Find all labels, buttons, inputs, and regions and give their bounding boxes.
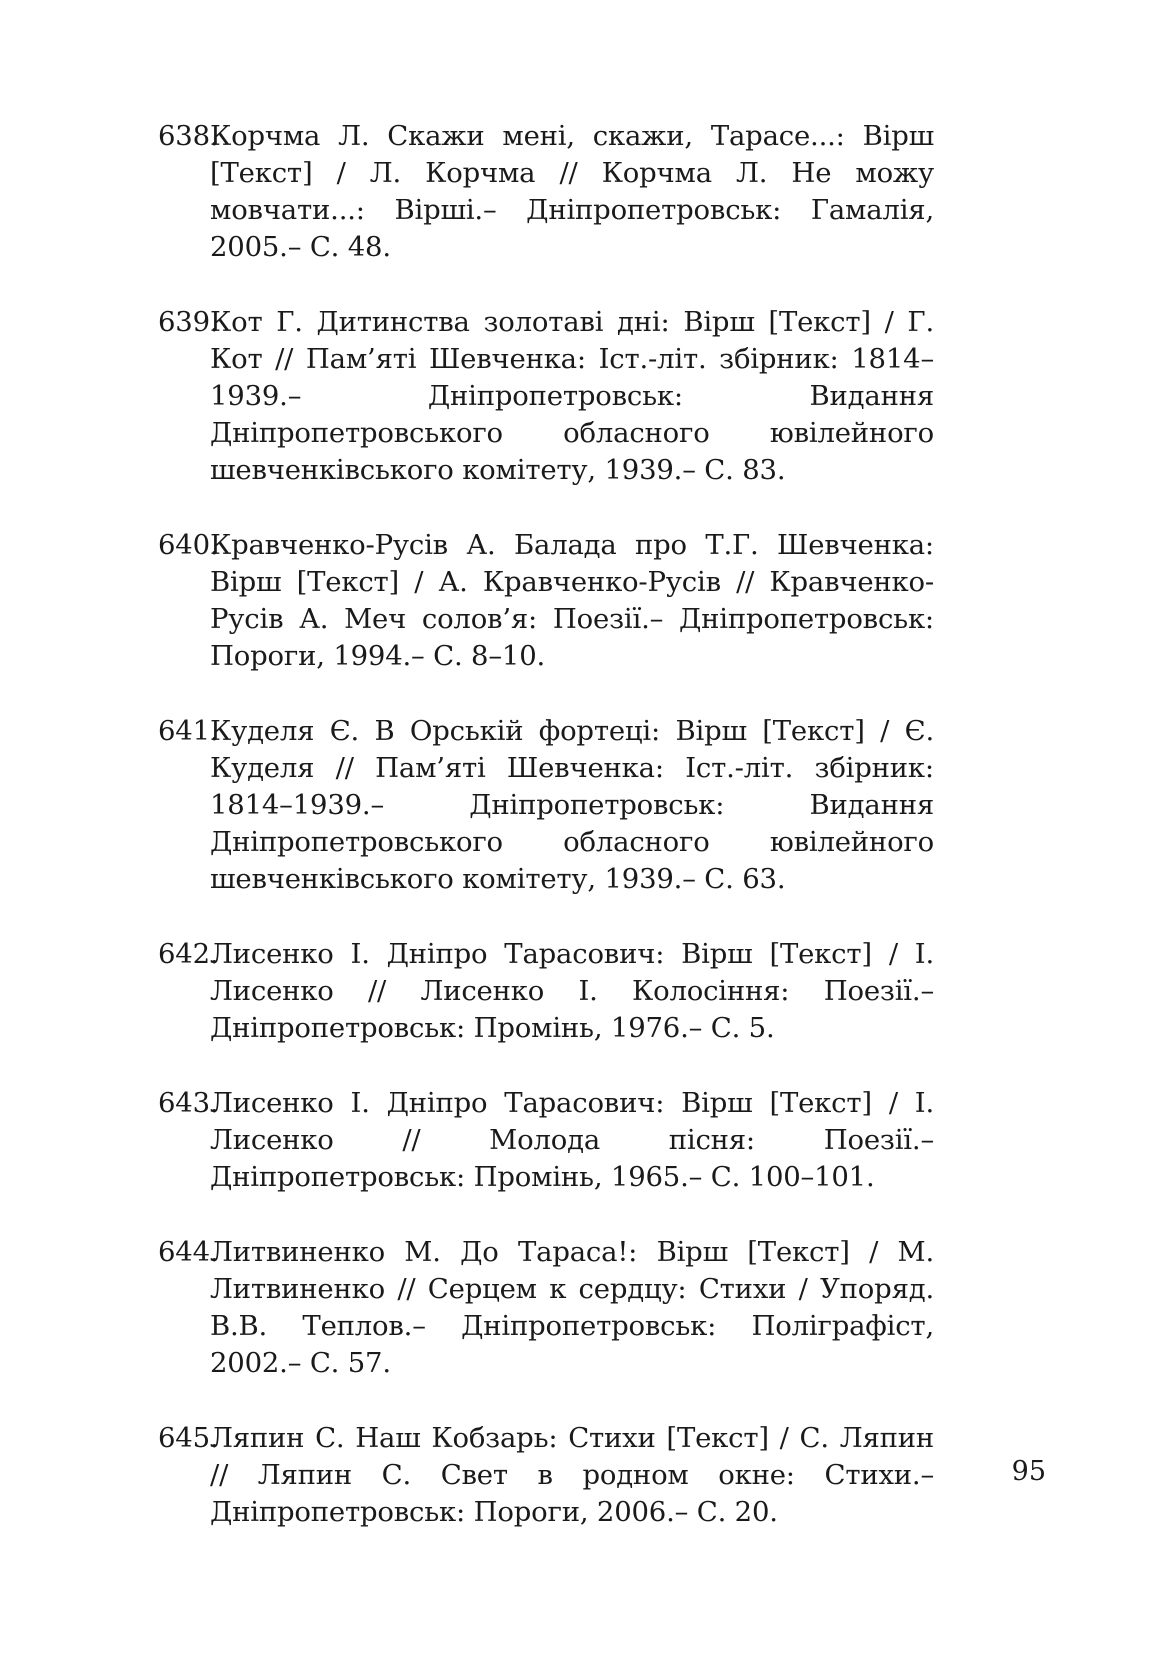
entry-text: Лисенко І. Дніпро Тарасович: Вірш [Текст] / І. Лисенко // Молода пісня: Поезії.– Дніпропетровськ: Промінь, 1965.– С. 100–101. — [210, 1087, 934, 1193]
bibliography-entry — [158, 1420, 934, 1531]
bibliography-entry — [158, 713, 934, 898]
entry-number: 639. — [158, 306, 219, 338]
bibliography-entry — [158, 1085, 934, 1196]
entry-number: 640. — [158, 529, 219, 561]
entry-number: 643. — [158, 1087, 219, 1119]
entry-text: Ляпин С. Наш Кобзарь: Стихи [Текст] / С. Ляпин // Ляпин С. Свет в родном окне: Стихи.– Дніпропетровськ: Пороги, 2006.– С. 20. — [210, 1422, 934, 1528]
bibliography-list — [158, 118, 934, 1569]
entry-text: Корчма Л. Скажи мені, скажи, Тарасе...: Вірш [Текст] / Л. Корчма // Корчма Л. Не можу мовчати...: Вірші.– Дніпропетровськ: Гамалія, 2005.– С. 48. — [210, 120, 934, 263]
entry-number: 645. — [158, 1422, 219, 1454]
entry-text: Кот Г. Дитинства золотаві дні: Вірш [Текст] / Г. Кот // Пам’яті Шевченка: Іст.-літ. збірник: 1814–1939.– Дніпропетровськ: Видання Дніпропетровського обласного ювілейного шевченківського комітету, 1939.– С. 83. — [210, 306, 934, 486]
entry-number: 644. — [158, 1236, 219, 1268]
entry-text: Литвиненко М. До Тараса!: Вірш [Текст] / М. Литвиненко // Серцем к сердцу: Стихи / Упоряд. В.В. Теплов.– Дніпропетровськ: Поліграфіст, 2002.– С. 57. — [210, 1236, 934, 1379]
entry-text: Кравченко-Русів А. Балада про Т.Г. Шевченка: Вірш [Текст] / А. Кравченко-Русів // Кравченко-Русів А. Меч солов’я: Поезії.– Дніпропетровськ: Пороги, 1994.– С. 8–10. — [210, 529, 934, 672]
entry-number: 641. — [158, 715, 219, 747]
bibliography-entry — [158, 118, 934, 266]
entry-number: 642. — [158, 938, 219, 970]
bibliography-entry — [158, 304, 934, 489]
bibliography-entry — [158, 1234, 934, 1382]
entry-number: 638. — [158, 120, 219, 152]
bibliography-entry — [158, 527, 934, 675]
page-number: 95 — [1011, 1456, 1046, 1487]
bibliography-entry — [158, 936, 934, 1047]
entry-text: Лисенко І. Дніпро Тарасович: Вірш [Текст] / І. Лисенко // Лисенко І. Колосіння: Поезії.– Дніпропетровськ: Промінь, 1976.– С. 5. — [210, 938, 934, 1044]
entry-text: Куделя Є. В Орській фортеці: Вірш [Текст] / Є. Куделя // Пам’яті Шевченка: Іст.-літ. збірник: 1814–1939.– Дніпропетровськ: Видання Дніпропетровського обласного ювілейного шевченківського комітету, 1939.– С. 63. — [210, 715, 934, 895]
